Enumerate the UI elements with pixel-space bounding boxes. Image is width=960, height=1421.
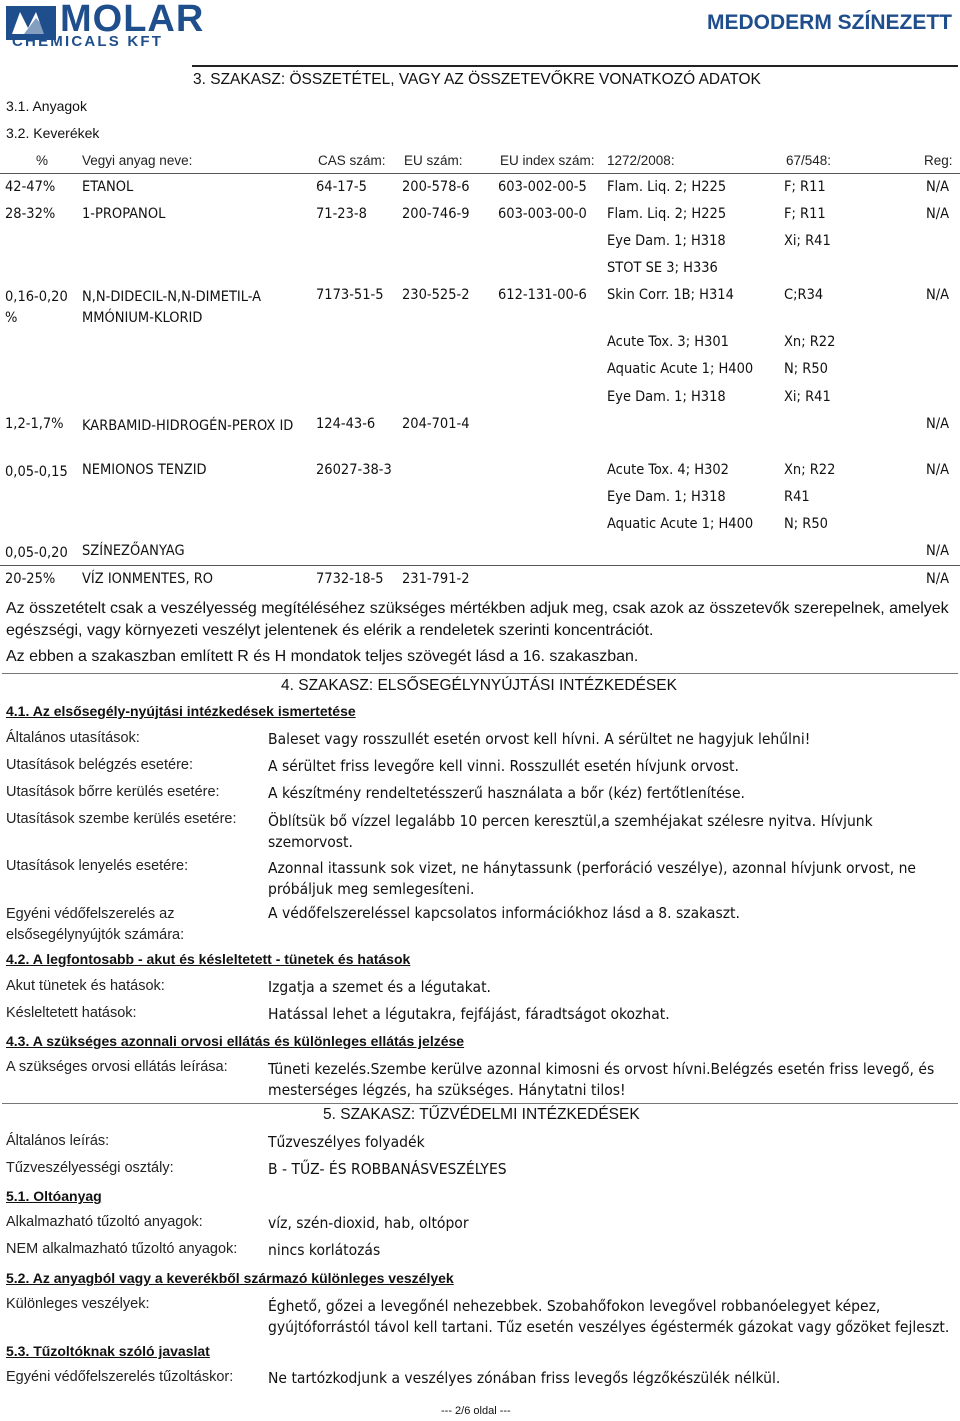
item-value: nincs korlátozás: [268, 1241, 381, 1259]
section5-rule: [2, 1103, 958, 1104]
item-value: Tűzveszélyes folyadék: [268, 1133, 425, 1151]
section4-sub1: 4.1. Az elsősegély-nyújtási intézkedések ismertetése: [6, 703, 356, 719]
cell-name: SZÍNEZŐANYAG: [82, 543, 185, 559]
section5-title: 5. SZAKASZ: TŰZVÉDELMI INTÉZKEDÉSEK: [323, 1106, 640, 1123]
item-value: A készítmény rendeltetésszerű használata a bőr (kéz) fertőtlenítése.: [268, 784, 745, 802]
cell-reg: N/A: [926, 179, 950, 195]
cell-cas: 7732-18-5: [316, 571, 384, 587]
col-cas: CAS szám:: [318, 153, 386, 168]
cell-dsd: N; R50: [784, 361, 828, 377]
cell-dsd: Xn; R22: [784, 334, 836, 350]
item-label: Tűzveszélyességi osztály:: [6, 1160, 174, 1176]
cell-name: VÍZ IONMENTES, RO: [82, 571, 214, 587]
cell-eu: 200-578-6: [402, 179, 470, 195]
item-value: Azonnal itassunk sok vizet, ne hánytassunk (perforáció veszélye), azonnal hívjunk orvost, ne próbáljuk meg semlegesíteni.: [268, 859, 917, 898]
section4-title: 4. SZAKASZ: ELSŐSEGÉLYNYÚJTÁSI INTÉZKEDÉSEK: [281, 677, 677, 694]
col-index: EU index szám:: [500, 153, 595, 168]
col-reg: Reg:: [924, 153, 953, 168]
item-label: Általános leírás:: [6, 1133, 110, 1149]
cell-dsd: F; R11: [784, 179, 826, 195]
cell-clp: Eye Dam. 1; H318: [607, 389, 726, 405]
cell-name: ETANOL: [82, 179, 134, 195]
cell-index: 603-002-00-5: [498, 179, 587, 195]
item-label: Utasítások szembe kerülés esetére:: [6, 811, 237, 827]
table-header-rule: [0, 173, 960, 174]
cell-name: NEMIONOS TENZID: [82, 462, 207, 478]
section5-sub2: 5.2. Az anyagból vagy a keverékből származó különleges veszélyek: [6, 1270, 454, 1286]
cell-clp: Eye Dam. 1; H318: [607, 489, 726, 505]
item-label: Különleges veszélyek:: [6, 1296, 150, 1312]
product-title: MEDODERM SZÍNEZETT: [707, 11, 952, 34]
item-value: Baleset vagy rosszullét esetén orvost kell hívni. A sérültet ne hagyjuk lehűlni!: [268, 730, 811, 748]
cell-pct: 28-32%: [5, 206, 56, 222]
cell-dsd: F; R11: [784, 206, 826, 222]
cell-pct: 0,05-0,20: [5, 545, 68, 561]
cell-pct: 42-47%: [5, 179, 56, 195]
cell-name: 1-PROPANOL: [82, 206, 166, 222]
header-rule: [192, 65, 958, 67]
cell-reg: N/A: [926, 287, 950, 303]
item-value: Tüneti kezelés.Szembe kerülve azonnal kimosni és orvost hívni.Belégzés esetén friss levegő, és mesterséges légzés, ha szükséges. Hánytatni tilos!: [268, 1060, 935, 1099]
cell-reg: N/A: [926, 543, 950, 559]
section4-rule: [2, 673, 958, 674]
item-value: Éghető, gőzei a levegőnél nehezebbek. Szobahőfokon levegővel robbanóelegyet képez, gyújtóforrástól távol kell tartani. Tűz esetén veszélyes égéstermék gázokat vagy gőzöket fejleszt.: [268, 1297, 950, 1336]
cell-clp: Aquatic Acute 1; H400: [607, 361, 754, 377]
section5-sub1: 5.1. Oltóanyag: [6, 1188, 102, 1204]
item-value: Izgatja a szemet és a légutakat.: [268, 978, 491, 996]
cell-clp: Eye Dam. 1; H318: [607, 233, 726, 249]
company-logo: [6, 0, 226, 50]
item-value: A sérültet friss levegőre kell vinni. Rosszullét esetén hívjunk orvost.: [268, 757, 739, 775]
cell-reg: N/A: [926, 462, 950, 478]
item-label: Egyéni védőfelszerelés az elsősegélynyújtók számára:: [6, 906, 185, 943]
cell-clp: Flam. Liq. 2; H225: [607, 206, 727, 222]
col-eu: EU szám:: [404, 153, 463, 168]
section4-sub3: 4.3. A szükséges azonnali orvosi ellátás és különleges ellátás jelzése: [6, 1033, 465, 1049]
col-pct: %: [36, 153, 49, 168]
table-row-rule: [0, 565, 960, 566]
item-label: Alkalmazható tűzoltó anyagok:: [6, 1214, 203, 1230]
item-value: B - TŰZ- ÉS ROBBANÁSVESZÉLYES: [268, 1160, 507, 1178]
cell-cas: 124-43-6: [316, 416, 376, 432]
item-value: Ne tartózkodjunk a veszélyes zónában friss levegős légzőkészülék nélkül.: [268, 1369, 781, 1387]
cell-dsd: C;R34: [784, 287, 824, 303]
item-value: Öblítsük bő vízzel legalább 10 percen keresztül,a szemhéjakat szélesre nyitva. Hívjunk szemorvost.: [268, 812, 873, 851]
section3-note1: Az összetételt csak a veszélyesség megítéléséhez szükséges mértékben adjuk meg, csak azok az összetevők szerepelnek, amelyek egészségi, vagy környezeti veszélyt jelentenek és elérik a rendeletek szerinti koncentrációt.: [6, 600, 949, 639]
section5-sub3: 5.3. Tűzoltóknak szóló javaslat: [6, 1343, 210, 1359]
item-label: Utasítások belégzés esetére:: [6, 757, 193, 773]
logo-line2: CHEMICALS KFT: [12, 33, 164, 50]
logo-line1: MOLAR: [60, 0, 205, 40]
col-name: Vegyi anyag neve:: [82, 153, 193, 168]
col-dsd: 67/548:: [786, 153, 832, 168]
cell-pct: 0,16-0,20 %: [5, 289, 68, 326]
item-value: víz, szén-dioxid, hab, oltópor: [268, 1214, 469, 1232]
item-label: Utasítások lenyelés esetére:: [6, 858, 189, 874]
section3-sub1: 3.1. Anyagok: [6, 98, 87, 114]
cell-cas: 71-23-8: [316, 206, 367, 222]
col-clp: 1272/2008:: [607, 153, 675, 168]
section3-sub2: 3.2. Keverékek: [6, 125, 100, 141]
cell-clp: Skin Corr. 1B; H314: [607, 287, 734, 303]
cell-eu: 231-791-2: [402, 571, 470, 587]
section4-sub2: 4.2. A legfontosabb - akut és késleltetett - tünetek és hatások: [6, 951, 411, 967]
item-value: A védőfelszereléssel kapcsolatos információkhoz lásd a 8. szakaszt.: [268, 904, 740, 922]
cell-clp: Aquatic Acute 1; H400: [607, 516, 754, 532]
item-label: A szükséges orvosi ellátás leírása:: [6, 1059, 228, 1075]
page-number: --- 2/6 oldal ---: [441, 1405, 511, 1417]
cell-cas: 7173-51-5: [316, 287, 384, 303]
cell-index: 612-131-00-6: [498, 287, 587, 303]
cell-reg: N/A: [926, 416, 950, 432]
cell-eu: 200-746-9: [402, 206, 470, 222]
item-label: Akut tünetek és hatások:: [6, 978, 165, 994]
cell-pct: 20-25%: [5, 571, 56, 587]
cell-clp: Acute Tox. 4; H302: [607, 462, 729, 478]
cell-cas: 26027-38-3: [316, 462, 392, 478]
section3-note2: Az ebben a szakaszban említett R és H mondatok teljes szövegét lásd a 16. szakaszban.: [6, 648, 639, 665]
item-label: Utasítások bőrre kerülés esetére:: [6, 784, 220, 800]
cell-clp: Acute Tox. 3; H301: [607, 334, 729, 350]
item-label: Késleltetett hatások:: [6, 1005, 137, 1021]
item-value: Hatással lehet a légutakra, fejfájást, fáradtságot okozhat.: [268, 1005, 670, 1023]
cell-pct: 0,05-0,15: [5, 464, 68, 480]
cell-dsd: Xn; R22: [784, 462, 836, 478]
cell-reg: N/A: [926, 206, 950, 222]
item-label: NEM alkalmazható tűzoltó anyagok:: [6, 1241, 238, 1257]
cell-name: KARBAMID-HIDROGÉN-PEROX ID: [82, 418, 294, 434]
cell-index: 603-003-00-0: [498, 206, 587, 222]
item-label: Általános utasítások:: [6, 730, 140, 746]
cell-clp: Flam. Liq. 2; H225: [607, 179, 727, 195]
cell-dsd: Xi; R41: [784, 233, 831, 249]
item-label: Egyéni védőfelszerelés tűzoltáskor:: [6, 1369, 234, 1385]
cell-clp: STOT SE 3; H336: [607, 260, 718, 276]
cell-pct: 1,2-1,7%: [5, 416, 64, 432]
cell-name: N,N-DIDECIL-N,N-DIMETIL-A MMÓNIUM-KLORID: [82, 289, 262, 326]
cell-dsd: N; R50: [784, 516, 828, 532]
cell-cas: 64-17-5: [316, 179, 367, 195]
section3-title: 3. SZAKASZ: ÖSSZETÉTEL, VAGY AZ ÖSSZETEVŐKRE VONATKOZÓ ADATOK: [193, 71, 761, 88]
cell-dsd: Xi; R41: [784, 389, 831, 405]
cell-eu: 204-701-4: [402, 416, 470, 432]
cell-reg: N/A: [926, 571, 950, 587]
cell-dsd: R41: [784, 489, 810, 505]
cell-eu: 230-525-2: [402, 287, 470, 303]
